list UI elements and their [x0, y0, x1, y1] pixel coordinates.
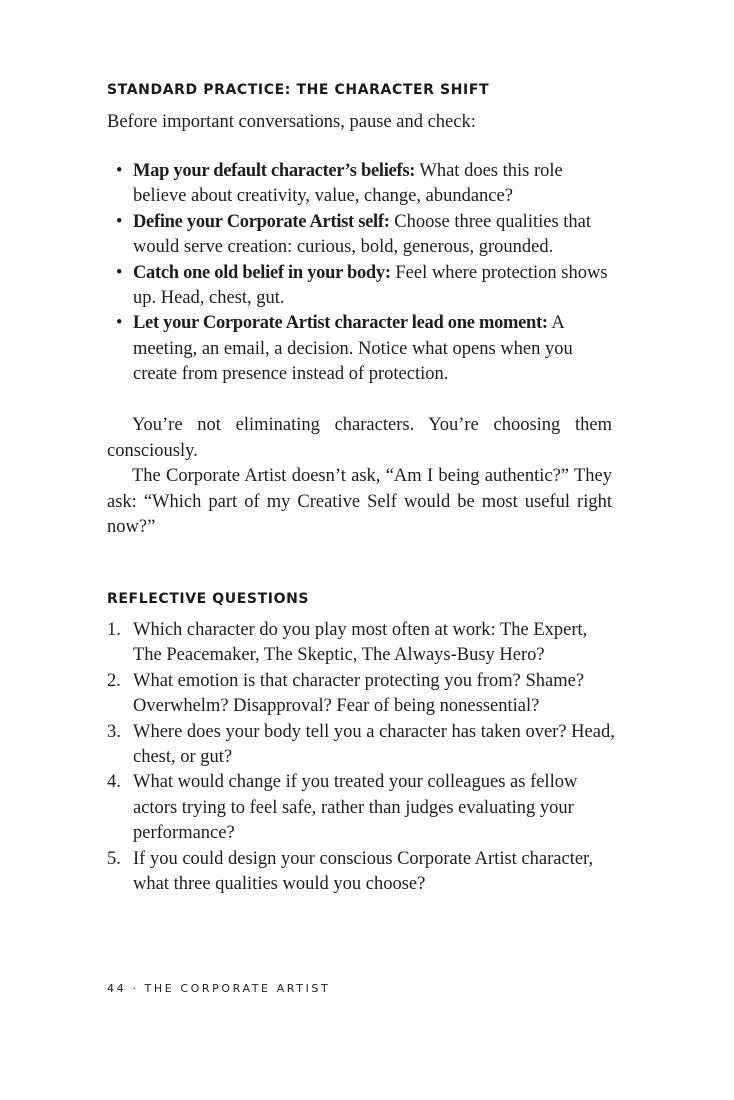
questions-list — [107, 618, 619, 897]
bullet-icon: • — [116, 313, 123, 334]
question-item — [107, 847, 619, 898]
body-paragraph: The Corporate Artist doesn’t ask, “Am I being authentic?” They ask: “Which part of my Creative Self would be most useful right now?” — [107, 466, 612, 538]
section-heading-reflective-questions: REFLECTIVE QUESTIONS — [107, 591, 310, 607]
question-item — [107, 770, 619, 846]
bullet-text: A meeting, an email, a decision. Notice what opens when you create from presence instead of protection. — [133, 313, 573, 385]
body-paragraphs — [107, 413, 612, 541]
question-text: What emotion is that character protecting you from? Shame? Overwhelm? Disapproval? Fear of being nonessential? — [133, 670, 585, 717]
question-text: What would change if you treated your colleagues as fellow actors trying to feel safe, rather than judges evaluating your performance? — [133, 772, 578, 844]
bullet-lead: Define your Corporate Artist self: — [133, 211, 390, 232]
question-item — [107, 618, 619, 669]
question-number: 5. — [107, 848, 121, 869]
bullet-lead: Map your default character’s beliefs: — [133, 161, 416, 181]
question-number: 4. — [107, 772, 121, 793]
question-text: If you could design your conscious Corporate Artist character, what three qualities would you choose? — [133, 848, 594, 895]
bullet-item — [107, 210, 617, 261]
bullet-text: Choose three qualities that would serve creation: curious, bold, generous, grounded. — [133, 211, 592, 258]
question-text: Where does your body tell you a character has taken over? Head, chest, or gut? — [133, 721, 615, 768]
bullet-text: Feel where protection shows up. Head, chest, gut. — [133, 262, 608, 309]
bullet-icon: • — [116, 211, 123, 232]
page-footer — [107, 982, 330, 995]
question-item — [107, 720, 619, 771]
question-number: 1. — [107, 620, 121, 640]
intro-text: Before important conversations, pause and check: — [107, 112, 476, 132]
page-number: 44 — [107, 982, 127, 995]
bullet-icon: • — [116, 262, 123, 283]
bullet-icon: • — [116, 161, 123, 181]
bullet-lead: Catch one old belief in your body: — [133, 262, 391, 283]
footer-separator: · — [132, 982, 139, 995]
question-item — [107, 669, 619, 720]
bullet-text: What does this role believe about creativity, value, change, abundance? — [133, 161, 563, 207]
question-number: 2. — [107, 670, 121, 691]
bullet-lead: Let your Corporate Artist character lead one moment: — [133, 313, 548, 334]
section-heading-standard-practice: STANDARD PRACTICE: THE CHARACTER SHIFT — [107, 82, 490, 98]
body-paragraph: You’re not eliminating characters. You’re choosing them consciously. — [107, 415, 612, 461]
practice-bullet-list — [107, 159, 617, 388]
bullet-item — [107, 159, 617, 210]
question-text: Which character do you play most often at work: The Expert, The Peacemaker, The Skeptic, The Always-Busy Hero? — [133, 620, 588, 666]
question-number: 3. — [107, 721, 121, 742]
running-title: THE CORPORATE ARTIST — [144, 982, 331, 995]
bullet-item — [107, 311, 617, 387]
bullet-item — [107, 261, 617, 312]
